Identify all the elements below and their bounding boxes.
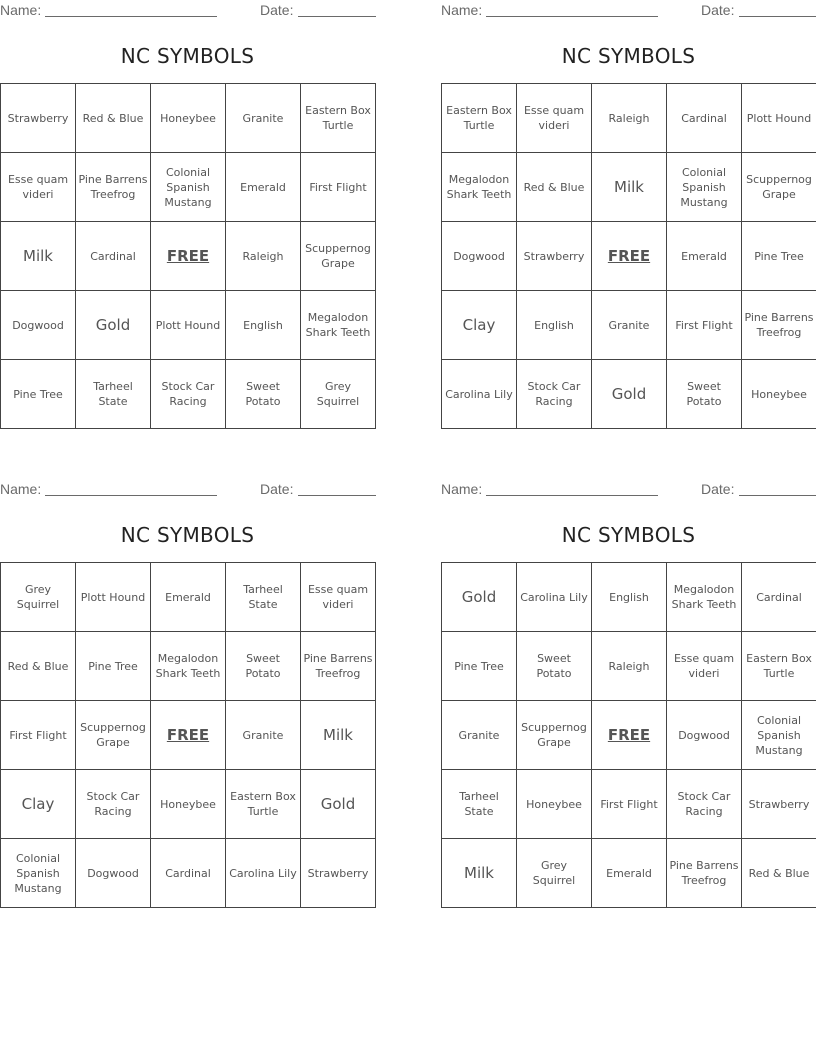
bingo-cell: Emerald	[667, 222, 742, 291]
date-label: Date:	[701, 481, 735, 497]
grid-row	[1, 84, 376, 153]
bingo-cell: Strawberry	[1, 84, 76, 153]
grid-row	[442, 632, 816, 701]
date-label: Date:	[260, 2, 294, 18]
bingo-cell: Scuppernog Grape	[517, 701, 592, 770]
bingo-cell: Scuppernog Grape	[76, 701, 151, 770]
bingo-cell: Colonial Spanish Mustang	[1, 839, 76, 908]
bingo-cell: Pine Tree	[442, 632, 517, 701]
bingo-cell: Clay	[442, 291, 517, 360]
bingo-cell: Strawberry	[301, 839, 376, 908]
bingo-cell: Strawberry	[742, 770, 816, 839]
bingo-cell: Dogwood	[667, 701, 742, 770]
bingo-cell: Honeybee	[517, 770, 592, 839]
name-line	[486, 16, 658, 17]
bingo-cell: Stock Car Racing	[667, 770, 742, 839]
bingo-cell: Sweet Potato	[226, 632, 301, 701]
name-label: Name:	[0, 481, 42, 497]
card-header	[441, 0, 816, 20]
bingo-cell: Tarheel State	[76, 360, 151, 429]
grid-row	[442, 153, 816, 222]
bingo-cell: Granite	[226, 701, 301, 770]
grid-row	[442, 291, 816, 360]
bingo-cell: Gold	[76, 291, 151, 360]
bingo-cell: Colonial Spanish Mustang	[151, 153, 226, 222]
bingo-cell: Dogwood	[442, 222, 517, 291]
bingo-cell: Tarheel State	[226, 563, 301, 632]
card-header	[441, 479, 816, 499]
bingo-cell: Scuppernog Grape	[301, 222, 376, 291]
free-space-cell: FREE	[151, 701, 226, 770]
bingo-cell: Esse quam videri	[301, 563, 376, 632]
bingo-cell: Pine Barrens Treefrog	[76, 153, 151, 222]
grid-row	[442, 770, 816, 839]
bingo-cell: Cardinal	[151, 839, 226, 908]
bingo-grid	[0, 562, 376, 908]
card-title: NC SYMBOLS	[120, 44, 255, 68]
bingo-cell: Red & Blue	[76, 84, 151, 153]
bingo-cell: Plott Hound	[151, 291, 226, 360]
bingo-cell: Pine Barrens Treefrog	[742, 291, 816, 360]
bingo-cell: First Flight	[301, 153, 376, 222]
bingo-cell: Raleigh	[592, 84, 667, 153]
bingo-cell: Raleigh	[592, 632, 667, 701]
name-label: Name:	[441, 481, 483, 497]
bingo-cell: Pine Barrens Treefrog	[301, 632, 376, 701]
bingo-cell: Megalodon Shark Teeth	[667, 563, 742, 632]
grid-row	[1, 701, 376, 770]
bingo-cell: Pine Barrens Treefrog	[667, 839, 742, 908]
bingo-cell: Emerald	[226, 153, 301, 222]
card-header	[0, 479, 375, 499]
bingo-cell: Esse quam videri	[667, 632, 742, 701]
bingo-cell: Eastern Box Turtle	[742, 632, 816, 701]
bingo-cell: Colonial Spanish Mustang	[667, 153, 742, 222]
bingo-cell: Cardinal	[76, 222, 151, 291]
bingo-cell: Emerald	[592, 839, 667, 908]
bingo-cell: Sweet Potato	[667, 360, 742, 429]
grid-row	[1, 770, 376, 839]
bingo-cell: Carolina Lily	[442, 360, 517, 429]
bingo-cell: Milk	[442, 839, 517, 908]
bingo-cell: Clay	[1, 770, 76, 839]
grid-row	[1, 222, 376, 291]
bingo-cell: English	[226, 291, 301, 360]
bingo-cell: Pine Tree	[1, 360, 76, 429]
bingo-cell: Carolina Lily	[226, 839, 301, 908]
bingo-cell: Grey Squirrel	[301, 360, 376, 429]
bingo-cell: Granite	[226, 84, 301, 153]
bingo-cell: Sweet Potato	[517, 632, 592, 701]
bingo-cell: Esse quam videri	[1, 153, 76, 222]
bingo-cell: Red & Blue	[742, 839, 816, 908]
bingo-cell: Red & Blue	[517, 153, 592, 222]
bingo-cell: Strawberry	[517, 222, 592, 291]
bingo-cell: Milk	[1, 222, 76, 291]
bingo-cell: Gold	[592, 360, 667, 429]
card-header	[0, 0, 375, 20]
bingo-cell: Honeybee	[742, 360, 816, 429]
grid-row	[1, 563, 376, 632]
free-space-cell: FREE	[592, 222, 667, 291]
bingo-cell: Gold	[301, 770, 376, 839]
bingo-cell: Eastern Box Turtle	[301, 84, 376, 153]
name-line	[486, 495, 658, 496]
free-space-cell: FREE	[592, 701, 667, 770]
bingo-cell: Honeybee	[151, 770, 226, 839]
grid-row	[442, 839, 816, 908]
bingo-cell: English	[592, 563, 667, 632]
grid-row	[1, 360, 376, 429]
name-label: Name:	[441, 2, 483, 18]
bingo-cell: Raleigh	[226, 222, 301, 291]
card-title: NC SYMBOLS	[561, 44, 696, 68]
bingo-cell: Scuppernog Grape	[742, 153, 816, 222]
bingo-cell: Megalodon Shark Teeth	[151, 632, 226, 701]
bingo-cell: Milk	[301, 701, 376, 770]
name-label: Name:	[0, 2, 42, 18]
date-line	[739, 495, 816, 496]
date-line	[739, 16, 816, 17]
date-label: Date:	[260, 481, 294, 497]
bingo-cell: First Flight	[1, 701, 76, 770]
bingo-cell: Granite	[442, 701, 517, 770]
bingo-cell: Plott Hound	[742, 84, 816, 153]
grid-row	[1, 153, 376, 222]
bingo-cell: Cardinal	[742, 563, 816, 632]
bingo-cell: First Flight	[592, 770, 667, 839]
bingo-cell: Cardinal	[667, 84, 742, 153]
bingo-cell: Pine Tree	[742, 222, 816, 291]
free-space-cell: FREE	[151, 222, 226, 291]
bingo-grid	[441, 562, 816, 908]
bingo-cell: Grey Squirrel	[1, 563, 76, 632]
bingo-cell: Gold	[442, 563, 517, 632]
bingo-cell: Dogwood	[76, 839, 151, 908]
grid-row	[442, 360, 816, 429]
card-title: NC SYMBOLS	[120, 523, 255, 547]
grid-row	[442, 84, 816, 153]
bingo-cell: Esse quam videri	[517, 84, 592, 153]
grid-row	[442, 701, 816, 770]
bingo-cell: Emerald	[151, 563, 226, 632]
bingo-cell: Megalodon Shark Teeth	[301, 291, 376, 360]
bingo-grid	[441, 83, 816, 429]
bingo-cell: Milk	[592, 153, 667, 222]
bingo-cell: First Flight	[667, 291, 742, 360]
bingo-grid	[0, 83, 376, 429]
bingo-cell: Dogwood	[1, 291, 76, 360]
bingo-cell: Megalodon Shark Teeth	[442, 153, 517, 222]
date-line	[298, 495, 376, 496]
bingo-cell: Sweet Potato	[226, 360, 301, 429]
name-line	[45, 16, 217, 17]
bingo-cell: Colonial Spanish Mustang	[742, 701, 816, 770]
bingo-cell: Grey Squirrel	[517, 839, 592, 908]
bingo-cell: Tarheel State	[442, 770, 517, 839]
bingo-cell: Stock Car Racing	[151, 360, 226, 429]
bingo-cell: Plott Hound	[76, 563, 151, 632]
grid-row	[442, 563, 816, 632]
bingo-cell: Stock Car Racing	[517, 360, 592, 429]
bingo-cell: Red & Blue	[1, 632, 76, 701]
bingo-cell: English	[517, 291, 592, 360]
bingo-cell: Carolina Lily	[517, 563, 592, 632]
card-title: NC SYMBOLS	[561, 523, 696, 547]
date-label: Date:	[701, 2, 735, 18]
grid-row	[442, 222, 816, 291]
bingo-cell: Granite	[592, 291, 667, 360]
bingo-cell: Honeybee	[151, 84, 226, 153]
bingo-cell: Eastern Box Turtle	[226, 770, 301, 839]
grid-row	[1, 291, 376, 360]
grid-row	[1, 632, 376, 701]
grid-row	[1, 839, 376, 908]
bingo-cell: Eastern Box Turtle	[442, 84, 517, 153]
date-line	[298, 16, 376, 17]
bingo-cell: Stock Car Racing	[76, 770, 151, 839]
name-line	[45, 495, 217, 496]
bingo-cell: Pine Tree	[76, 632, 151, 701]
